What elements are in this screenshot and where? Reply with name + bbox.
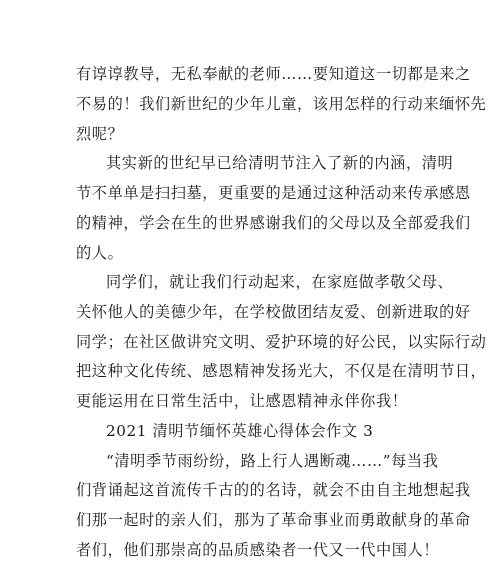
text-line-7: 的人。 <box>76 244 124 262</box>
text-line-5: 节不单单是扫扫墓，更重要的是通过这种活动来传承感恩 <box>76 184 471 202</box>
text-line-3: 烈呢？ <box>76 125 124 143</box>
text-line-9: 关怀他人的美德少年，在学校做团结友爱、创新进取的好 <box>76 303 471 321</box>
section-heading: 2021 清明节缅怀英雄心得体会作文 3 <box>106 422 374 440</box>
text-line-17: 者们，他们那崇高的品质感染者一代又一代中国人！ <box>76 541 440 559</box>
text-line-2: 不易的！我们新世纪的少年儿童，该用怎样的行动来缅怀先 <box>76 95 487 113</box>
text-line-14: “清明季节雨纷纷，路上行人遇断魂……”每当我 <box>106 452 439 470</box>
text-line-16: 们那一起时的亲人们，那为了革命事业而勇敢献身的革命 <box>76 511 471 529</box>
text-line-12: 更能运用在日常生活中，让感恩精神永伴你我！ <box>76 392 408 410</box>
text-line-15: 们背诵起这首流传千古的的名诗，就会不由自主地想起我 <box>76 481 471 499</box>
text-line-4: 其实新的世纪早已给清明节注入了新的内涵，清明 <box>106 154 454 172</box>
text-line-1: 有谆谆教导，无私奉献的老师……要知道这一切都是来之 <box>76 65 471 83</box>
text-line-8: 同学们，就让我们行动起来，在家庭做孝敬父母、 <box>106 273 454 291</box>
text-line-10: 同学；在社区做讲究文明、爱护环境的好公民，以实际行动 <box>76 333 487 351</box>
text-line-6: 的精神，学会在生的世界感谢我们的父母以及全部爱我们 <box>76 214 471 232</box>
text-line-11: 把这种文化传统、感恩精神发扬光大，不仅是在清明节日， <box>76 362 487 380</box>
